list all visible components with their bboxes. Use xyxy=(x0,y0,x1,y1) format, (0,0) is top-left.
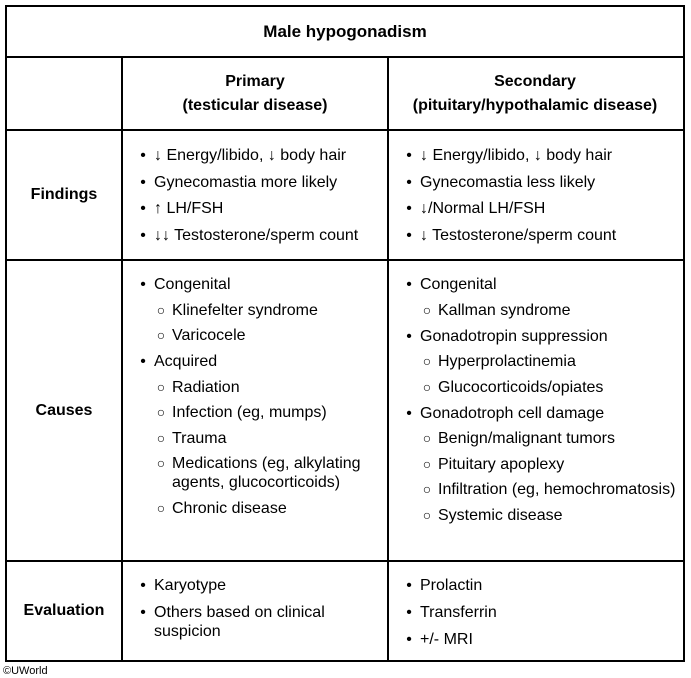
column-header-line: (pituitary/hypothalamic disease) xyxy=(412,97,658,114)
bullet-icon: • xyxy=(406,200,412,217)
list-item xyxy=(136,352,381,371)
bullet-icon: • xyxy=(140,226,146,244)
list-item-text: Systemic disease xyxy=(438,506,563,524)
sub-bullet-icon: ○ xyxy=(422,378,432,395)
list-item xyxy=(402,199,677,218)
sub-bullet-icon: ○ xyxy=(422,506,432,523)
list-item-text: ↓ Energy/libido, ↓ body hair xyxy=(420,147,613,164)
list-item-text: Klinefelter syndrome xyxy=(172,301,318,319)
column-header-line: (testicular disease) xyxy=(182,97,328,114)
list-item-text: Medications (eg, alkylating agents, glucocorticoids) xyxy=(172,455,361,491)
bullet-icon: • xyxy=(406,604,412,621)
list-item-text: Acquired xyxy=(154,353,218,370)
list-item xyxy=(136,576,381,595)
list-item xyxy=(402,603,677,622)
list-item xyxy=(402,173,677,192)
list-item xyxy=(402,506,677,525)
bullet-icon: • xyxy=(140,276,146,293)
list-item-text: Glucocorticoids/opiates xyxy=(438,378,604,396)
bullet-icon: • xyxy=(140,353,146,370)
list-item xyxy=(402,576,677,595)
bullet-icon: • xyxy=(406,404,412,422)
bullet-icon: • xyxy=(406,226,412,244)
list-item xyxy=(402,226,677,245)
list-item-text: Radiation xyxy=(172,378,240,396)
list-item-text: Chronic disease xyxy=(172,499,287,517)
list-item-text: ↑ LH/FSH xyxy=(154,200,224,217)
list-item-text: Infection (eg, mumps) xyxy=(172,404,327,421)
list-item xyxy=(402,378,677,397)
list-item xyxy=(136,226,381,245)
list-item xyxy=(136,301,381,320)
column-header-secondary xyxy=(389,70,681,118)
sub-bullet-icon: ○ xyxy=(422,353,432,369)
bullet-icon: • xyxy=(406,173,412,191)
sub-bullet-icon: ○ xyxy=(422,301,432,318)
list-item-text: ↓ Energy/libido, ↓ body hair xyxy=(154,147,347,164)
bullet-icon: • xyxy=(406,577,412,594)
list-item xyxy=(402,455,677,474)
list-item xyxy=(136,326,381,345)
list-item xyxy=(402,146,677,165)
list-item-text: ↓/Normal LH/FSH xyxy=(420,200,546,217)
list-item-text: Congenital xyxy=(154,276,231,293)
sub-bullet-icon: ○ xyxy=(156,301,166,318)
list-item xyxy=(402,480,677,499)
list-item-text: ↓ Testosterone/sperm count xyxy=(420,226,617,244)
list-item xyxy=(136,429,381,448)
list-item-text: Varicocele xyxy=(172,327,246,344)
findings-primary-cell xyxy=(136,146,381,245)
list-item-text: Others based on clinical suspicion xyxy=(154,604,325,640)
list-item xyxy=(136,603,381,641)
causes-primary-cell xyxy=(136,275,381,518)
list-item-text: Transferrin xyxy=(420,604,497,621)
list-item-text: Karyotype xyxy=(154,577,227,594)
list-item-text: +/- MRI xyxy=(420,631,473,648)
list-item xyxy=(136,403,381,422)
sub-bullet-icon: ○ xyxy=(156,327,166,343)
list-item xyxy=(402,275,677,294)
column-header-line: Primary xyxy=(225,73,285,90)
column-header-primary xyxy=(123,70,387,118)
sub-bullet-icon: ○ xyxy=(422,455,432,472)
list-item xyxy=(136,199,381,218)
row-header-evaluation: Evaluation xyxy=(23,602,105,619)
copyright-footer: ©UWorld xyxy=(3,665,48,677)
causes-secondary-cell xyxy=(402,275,677,525)
list-item xyxy=(136,275,381,294)
list-item xyxy=(136,499,381,518)
divider xyxy=(121,56,123,660)
list-item xyxy=(136,454,381,492)
list-item-text: Pituitary apoplexy xyxy=(438,455,565,473)
list-item-text: Benign/malignant tumors xyxy=(438,430,615,447)
bullet-icon: • xyxy=(140,577,146,594)
divider xyxy=(387,56,389,660)
bullet-icon: • xyxy=(406,147,412,164)
list-item-text: Infiltration (eg, hemochromatosis) xyxy=(438,481,676,498)
bullet-icon: • xyxy=(140,200,146,217)
divider xyxy=(7,56,683,58)
list-item-text: Gynecomastia more likely xyxy=(154,173,338,191)
list-item xyxy=(402,404,677,423)
sub-bullet-icon: ○ xyxy=(156,499,166,516)
evaluation-secondary-cell xyxy=(402,576,677,649)
findings-secondary-cell xyxy=(402,146,677,245)
column-header-line: Secondary xyxy=(494,73,576,90)
sub-bullet-icon: ○ xyxy=(156,404,166,420)
sub-bullet-icon: ○ xyxy=(156,429,166,446)
list-item-text: Kallman syndrome xyxy=(438,301,571,319)
bullet-icon: • xyxy=(406,276,412,293)
sub-bullet-icon: ○ xyxy=(156,378,166,395)
table-title: Male hypogonadism xyxy=(263,22,427,41)
row-header-causes: Causes xyxy=(35,401,93,419)
bullet-icon: • xyxy=(406,327,412,345)
bullet-icon: • xyxy=(140,173,146,191)
list-item xyxy=(402,630,677,649)
list-item xyxy=(402,352,677,371)
list-item xyxy=(136,173,381,192)
evaluation-primary-cell xyxy=(136,576,381,641)
list-item-text: Congenital xyxy=(420,276,497,293)
bullet-icon: • xyxy=(140,147,146,164)
sub-bullet-icon: ○ xyxy=(422,481,432,497)
list-item xyxy=(402,301,677,320)
list-item-text: ↓↓ Testosterone/sperm count xyxy=(154,226,359,244)
list-item-text: Gonadotropin suppression xyxy=(420,327,608,345)
list-item-text: Prolactin xyxy=(420,577,483,594)
list-item xyxy=(136,378,381,397)
list-item-text: Gynecomastia less likely xyxy=(420,173,596,191)
list-item-text: Trauma xyxy=(172,429,227,447)
row-header-findings: Findings xyxy=(30,186,98,203)
sub-bullet-icon: ○ xyxy=(156,455,166,471)
bullet-icon: • xyxy=(406,631,412,648)
list-item xyxy=(136,146,381,165)
list-item-text: Gonadotroph cell damage xyxy=(420,404,605,422)
list-item xyxy=(402,327,677,346)
bullet-icon: • xyxy=(140,604,146,621)
list-item xyxy=(402,429,677,448)
list-item-text: Hyperprolactinemia xyxy=(438,353,576,370)
sub-bullet-icon: ○ xyxy=(422,430,432,446)
hypogonadism-table xyxy=(5,5,685,662)
